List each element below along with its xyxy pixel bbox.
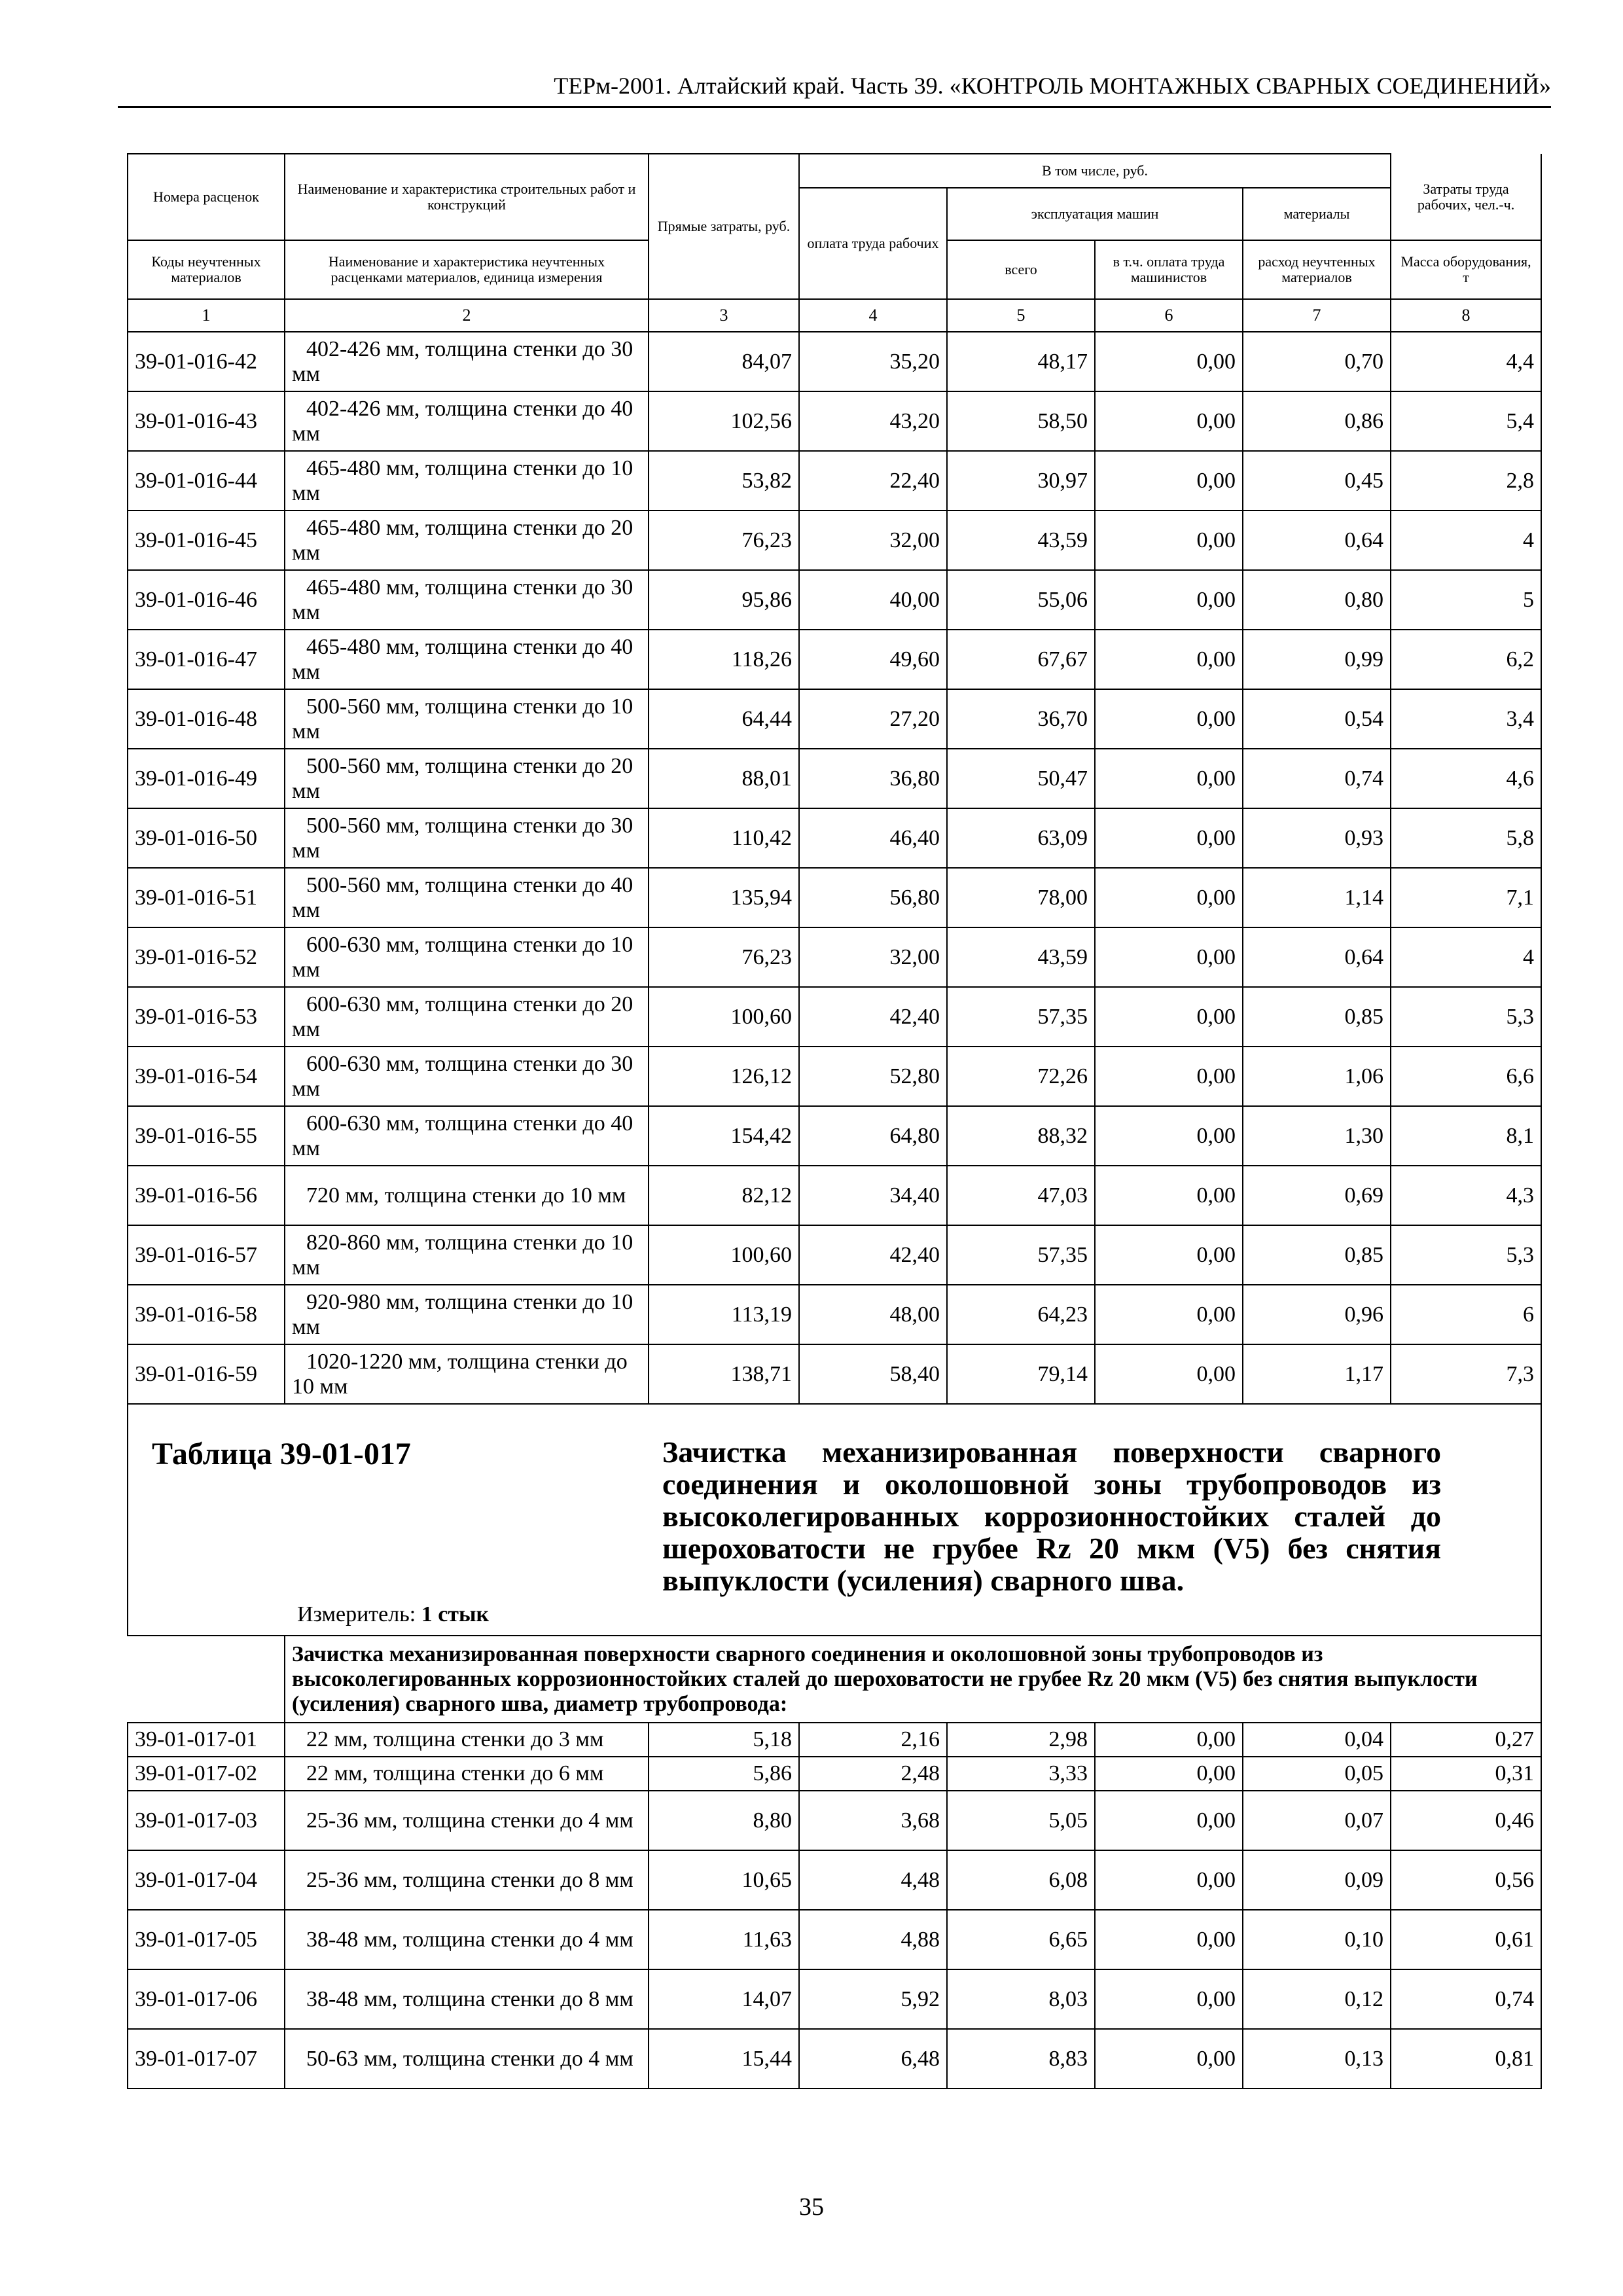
materials-cost-cell: 0,69 (1243, 1166, 1391, 1225)
work-name-cell (285, 1166, 649, 1225)
table-row (128, 451, 1541, 511)
labor-pay-cell: 56,80 (799, 868, 947, 927)
labor-pay-cell: 43,20 (799, 391, 947, 451)
operators-pay-cell: 0,00 (1095, 1344, 1243, 1404)
direct-costs-cell: 82,12 (649, 1166, 799, 1225)
section-table-017 (128, 1404, 1541, 1723)
rate-code-cell: 39-01-017-01 (128, 1723, 285, 1757)
header-equipment-mass: Масса оборудования, т (1391, 240, 1541, 299)
labor-hours-cell: 5 (1391, 570, 1541, 630)
section-number: Таблица 39-01-017 (152, 1437, 411, 1471)
machines-total-cell: 36,70 (947, 689, 1095, 749)
operators-pay-cell: 0,00 (1095, 808, 1243, 868)
table-row (128, 808, 1541, 868)
rate-code-cell: 39-01-017-02 (128, 1757, 285, 1791)
machines-total-cell: 3,33 (947, 1757, 1095, 1791)
labor-hours-cell: 0,81 (1391, 2029, 1541, 2089)
labor-hours-cell: 0,74 (1391, 1969, 1541, 2029)
work-name-text: 38-48 мм, толщина стенки до 4 мм (306, 1927, 633, 1952)
direct-costs-cell: 118,26 (649, 630, 799, 689)
header-including-group: В том числе, руб. (799, 154, 1391, 188)
direct-costs-cell: 10,65 (649, 1850, 799, 1910)
work-name-text: 720 мм, толщина стенки до 10 мм (306, 1183, 626, 1208)
rows-table-016 (128, 332, 1541, 1404)
operators-pay-cell: 0,00 (1095, 1791, 1243, 1850)
materials-cost-cell: 0,05 (1243, 1757, 1391, 1791)
labor-pay-cell: 48,00 (799, 1285, 947, 1344)
direct-costs-cell: 154,42 (649, 1106, 799, 1166)
unit-value: 1 стык (421, 1602, 490, 1626)
labor-pay-cell: 40,00 (799, 570, 947, 630)
labor-pay-cell: 35,20 (799, 332, 947, 391)
machines-total-cell: 67,67 (947, 630, 1095, 689)
work-name-text: 22 мм, толщина стенки до 6 мм (306, 1761, 604, 1785)
machines-total-cell: 48,17 (947, 332, 1095, 391)
operators-pay-cell: 0,00 (1095, 1757, 1243, 1791)
labor-hours-cell: 5,3 (1391, 987, 1541, 1047)
materials-cost-cell: 0,96 (1243, 1285, 1391, 1344)
direct-costs-cell: 100,60 (649, 1225, 799, 1285)
group-title: Зачистка механизированная поверхности сварного соединения и околошовной зоны трубопроводов из высоколегированных коррозионностойких сталей до шероховатости не грубее Rz 20 мкм (V5) без снятия выпуклости (усиления) сварного шва, диаметр трубопровода: (285, 1636, 1541, 1723)
work-name-cell (285, 1791, 649, 1850)
materials-cost-cell: 0,93 (1243, 808, 1391, 868)
work-name-text: 920-980 мм, толщина стенки до 10 мм (292, 1289, 633, 1339)
header-rate-numbers: Номера расценок (128, 154, 285, 240)
rate-code-cell: 39-01-016-50 (128, 808, 285, 868)
rate-code-cell: 39-01-016-58 (128, 1285, 285, 1344)
table-row (128, 511, 1541, 570)
table-row (128, 1047, 1541, 1106)
direct-costs-cell: 15,44 (649, 2029, 799, 2089)
labor-hours-cell: 6 (1391, 1285, 1541, 1344)
table-row (128, 1166, 1541, 1225)
materials-cost-cell: 1,14 (1243, 868, 1391, 927)
materials-cost-cell: 0,07 (1243, 1791, 1391, 1850)
work-name-cell (285, 1106, 649, 1166)
operators-pay-cell: 0,00 (1095, 749, 1243, 808)
section-title: Зачистка механизированная поверхности сварного соединения и околошовной зоны трубопроводов из высоколегированных коррозионностойких сталей до шероховатости не грубее Rz 20 мкм (V5) без снятия выпуклости (усиления) сварного шва. (662, 1435, 1441, 1597)
work-name-text: 500-560 мм, толщина стенки до 20 мм (292, 753, 633, 803)
table-row (128, 630, 1541, 689)
table-row (128, 1723, 1541, 1757)
header-rule (118, 106, 1551, 108)
materials-cost-cell: 0,10 (1243, 1910, 1391, 1969)
labor-hours-cell: 7,3 (1391, 1344, 1541, 1404)
work-name-text: 500-560 мм, толщина стенки до 30 мм (292, 813, 633, 863)
rate-code-cell: 39-01-017-03 (128, 1791, 285, 1850)
machines-total-cell: 6,08 (947, 1850, 1095, 1910)
rate-code-cell: 39-01-016-54 (128, 1047, 285, 1106)
work-name-cell (285, 1285, 649, 1344)
direct-costs-cell: 64,44 (649, 689, 799, 749)
table-row (128, 1106, 1541, 1166)
machines-total-cell: 57,35 (947, 1225, 1095, 1285)
operators-pay-cell: 0,00 (1095, 1106, 1243, 1166)
work-name-text: 600-630 мм, толщина стенки до 20 мм (292, 992, 633, 1041)
header-material-codes: Коды неучтенных материалов (128, 240, 285, 299)
operators-pay-cell: 0,00 (1095, 1850, 1243, 1910)
work-name-cell (285, 987, 649, 1047)
machines-total-cell: 6,65 (947, 1910, 1095, 1969)
labor-pay-cell: 2,16 (799, 1723, 947, 1757)
labor-pay-cell: 3,68 (799, 1791, 947, 1850)
labor-pay-cell: 42,40 (799, 987, 947, 1047)
work-name-text: 820-860 мм, толщина стенки до 10 мм (292, 1230, 633, 1280)
direct-costs-cell: 102,56 (649, 391, 799, 451)
labor-pay-cell: 27,20 (799, 689, 947, 749)
work-name-text: 600-630 мм, толщина стенки до 40 мм (292, 1111, 633, 1160)
rate-code-cell: 39-01-016-44 (128, 451, 285, 511)
operators-pay-cell: 0,00 (1095, 2029, 1243, 2089)
labor-hours-cell: 0,31 (1391, 1757, 1541, 1791)
labor-pay-cell: 46,40 (799, 808, 947, 868)
work-name-text: 402-426 мм, толщина стенки до 40 мм (292, 396, 633, 446)
column-number: 5 (947, 299, 1095, 332)
operators-pay-cell: 0,00 (1095, 332, 1243, 391)
operators-pay-cell: 0,00 (1095, 630, 1243, 689)
table-row (128, 2029, 1541, 2089)
work-name-cell (285, 1344, 649, 1404)
table-row (128, 332, 1541, 391)
operators-pay-cell: 0,00 (1095, 1166, 1243, 1225)
direct-costs-cell: 95,86 (649, 570, 799, 630)
labor-hours-cell: 5,3 (1391, 1225, 1541, 1285)
machines-total-cell: 30,97 (947, 451, 1095, 511)
work-name-cell (285, 570, 649, 630)
work-name-cell (285, 1910, 649, 1969)
labor-pay-cell: 64,80 (799, 1106, 947, 1166)
table-row (128, 1757, 1541, 1791)
work-name-text: 402-426 мм, толщина стенки до 30 мм (292, 336, 633, 386)
work-name-cell (285, 630, 649, 689)
work-name-text: 38-48 мм, толщина стенки до 8 мм (306, 1986, 633, 2011)
rate-code-cell: 39-01-016-51 (128, 868, 285, 927)
work-name-cell (285, 332, 649, 391)
direct-costs-cell: 110,42 (649, 808, 799, 868)
direct-costs-cell: 5,18 (649, 1723, 799, 1757)
column-number: 1 (128, 299, 285, 332)
rate-code-cell: 39-01-016-56 (128, 1166, 285, 1225)
direct-costs-cell: 5,86 (649, 1757, 799, 1791)
operators-pay-cell: 0,00 (1095, 570, 1243, 630)
machines-total-cell: 58,50 (947, 391, 1095, 451)
header-material-name: Наименование и характеристика неучтенных расценками материалов, единица измерения (285, 240, 649, 299)
price-table (127, 153, 1542, 2089)
labor-pay-cell: 4,88 (799, 1910, 947, 1969)
labor-hours-cell: 6,6 (1391, 1047, 1541, 1106)
direct-costs-cell: 113,19 (649, 1285, 799, 1344)
labor-pay-cell: 22,40 (799, 451, 947, 511)
operators-pay-cell: 0,00 (1095, 451, 1243, 511)
labor-pay-cell: 2,48 (799, 1757, 947, 1791)
rate-code-cell: 39-01-016-59 (128, 1344, 285, 1404)
operators-pay-cell: 0,00 (1095, 987, 1243, 1047)
labor-hours-cell: 4,6 (1391, 749, 1541, 808)
table-row (128, 1850, 1541, 1910)
materials-cost-cell: 0,09 (1243, 1850, 1391, 1910)
work-name-text: 600-630 мм, толщина стенки до 10 мм (292, 932, 633, 982)
machines-total-cell: 47,03 (947, 1166, 1095, 1225)
rate-code-cell: 39-01-016-55 (128, 1106, 285, 1166)
materials-cost-cell: 0,54 (1243, 689, 1391, 749)
materials-cost-cell: 0,12 (1243, 1969, 1391, 2029)
column-number: 2 (285, 299, 649, 332)
machines-total-cell: 43,59 (947, 511, 1095, 570)
header-work-name: Наименование и характеристика строительных работ и конструкций (285, 154, 649, 240)
table-row (128, 868, 1541, 927)
header-direct-costs: Прямые затраты, руб. (649, 154, 799, 299)
machines-total-cell: 2,98 (947, 1723, 1095, 1757)
machines-total-cell: 78,00 (947, 868, 1095, 927)
machines-total-cell: 64,23 (947, 1285, 1095, 1344)
header-machines-group: эксплуатация машин (947, 188, 1243, 240)
labor-hours-cell: 8,1 (1391, 1106, 1541, 1166)
header-labor-pay: оплата труда рабочих (799, 188, 947, 299)
header-operators-pay: в т.ч. оплата труда машинистов (1095, 240, 1243, 299)
rate-code-cell: 39-01-016-53 (128, 987, 285, 1047)
column-number: 4 (799, 299, 947, 332)
direct-costs-cell: 88,01 (649, 749, 799, 808)
direct-costs-cell: 126,12 (649, 1047, 799, 1106)
rate-code-cell: 39-01-016-45 (128, 511, 285, 570)
table-row (128, 1791, 1541, 1850)
materials-cost-cell: 0,04 (1243, 1723, 1391, 1757)
work-name-cell (285, 1850, 649, 1910)
materials-cost-cell: 0,45 (1243, 451, 1391, 511)
direct-costs-cell: 84,07 (649, 332, 799, 391)
labor-pay-cell: 6,48 (799, 2029, 947, 2089)
work-name-cell (285, 808, 649, 868)
work-name-text: 1020-1220 мм, толщина стенки до 10 мм (292, 1349, 628, 1399)
labor-pay-cell: 34,40 (799, 1166, 947, 1225)
rate-code-cell: 39-01-016-42 (128, 332, 285, 391)
section-unit (297, 1602, 489, 1627)
rate-code-cell: 39-01-016-43 (128, 391, 285, 451)
rate-code-cell: 39-01-016-49 (128, 749, 285, 808)
direct-costs-cell: 8,80 (649, 1791, 799, 1850)
header-labor-hours: Затраты труда рабочих, чел.-ч. (1391, 154, 1541, 240)
materials-cost-cell: 0,85 (1243, 1225, 1391, 1285)
machines-total-cell: 5,05 (947, 1791, 1095, 1850)
labor-hours-cell: 0,56 (1391, 1850, 1541, 1910)
work-name-text: 25-36 мм, толщина стенки до 8 мм (306, 1867, 633, 1892)
table-row (128, 1910, 1541, 1969)
work-name-text: 25-36 мм, толщина стенки до 4 мм (306, 1808, 633, 1833)
work-name-cell (285, 1757, 649, 1791)
materials-cost-cell: 0,64 (1243, 511, 1391, 570)
materials-cost-cell: 1,17 (1243, 1344, 1391, 1404)
unit-label: Измеритель: (297, 1602, 416, 1626)
labor-hours-cell: 0,27 (1391, 1723, 1541, 1757)
labor-hours-cell: 0,61 (1391, 1910, 1541, 1969)
labor-hours-cell: 5,8 (1391, 808, 1541, 868)
work-name-cell (285, 689, 649, 749)
labor-pay-cell: 36,80 (799, 749, 947, 808)
labor-hours-cell: 3,4 (1391, 689, 1541, 749)
work-name-cell (285, 927, 649, 987)
machines-total-cell: 50,47 (947, 749, 1095, 808)
rate-code-cell: 39-01-017-04 (128, 1850, 285, 1910)
operators-pay-cell: 0,00 (1095, 1225, 1243, 1285)
table-header (128, 154, 1541, 332)
work-name-cell (285, 1723, 649, 1757)
labor-pay-cell: 58,40 (799, 1344, 947, 1404)
header-machines-total: всего (947, 240, 1095, 299)
operators-pay-cell: 0,00 (1095, 868, 1243, 927)
labor-hours-cell: 4 (1391, 927, 1541, 987)
column-number: 3 (649, 299, 799, 332)
rate-code-cell: 39-01-016-57 (128, 1225, 285, 1285)
work-name-cell (285, 749, 649, 808)
machines-total-cell: 88,32 (947, 1106, 1095, 1166)
running-head: ТЕРм-2001. Алтайский край. Часть 39. «КОНТРОЛЬ МОНТАЖНЫХ СВАРНЫХ СОЕДИНЕНИЙ» (554, 73, 1551, 99)
materials-cost-cell: 0,64 (1243, 927, 1391, 987)
machines-total-cell: 43,59 (947, 927, 1095, 987)
work-name-text: 500-560 мм, толщина стенки до 40 мм (292, 872, 633, 922)
labor-hours-cell: 4 (1391, 511, 1541, 570)
machines-total-cell: 79,14 (947, 1344, 1095, 1404)
work-name-text: 465-480 мм, толщина стенки до 20 мм (292, 515, 633, 565)
materials-cost-cell: 0,70 (1243, 332, 1391, 391)
rate-code-cell: 39-01-016-52 (128, 927, 285, 987)
machines-total-cell: 72,26 (947, 1047, 1095, 1106)
direct-costs-cell: 11,63 (649, 1910, 799, 1969)
labor-pay-cell: 4,48 (799, 1850, 947, 1910)
materials-cost-cell: 0,74 (1243, 749, 1391, 808)
machines-total-cell: 55,06 (947, 570, 1095, 630)
labor-hours-cell: 4,3 (1391, 1166, 1541, 1225)
direct-costs-cell: 100,60 (649, 987, 799, 1047)
operators-pay-cell: 0,00 (1095, 1969, 1243, 2029)
rows-table-017 (128, 1723, 1541, 2089)
machines-total-cell: 8,03 (947, 1969, 1095, 2029)
table-row (128, 749, 1541, 808)
section-heading (128, 1404, 1541, 1636)
direct-costs-cell: 76,23 (649, 511, 799, 570)
labor-hours-cell: 6,2 (1391, 630, 1541, 689)
header-materials-consumption: расход неучтенных материалов (1243, 240, 1391, 299)
direct-costs-cell: 76,23 (649, 927, 799, 987)
labor-hours-cell: 2,8 (1391, 451, 1541, 511)
work-name-text: 22 мм, толщина стенки до 3 мм (306, 1727, 604, 1751)
machines-total-cell: 57,35 (947, 987, 1095, 1047)
table-row (128, 1285, 1541, 1344)
work-name-cell (285, 868, 649, 927)
rate-code-cell: 39-01-017-07 (128, 2029, 285, 2089)
labor-hours-cell: 4,4 (1391, 332, 1541, 391)
table-row (128, 391, 1541, 451)
direct-costs-cell: 138,71 (649, 1344, 799, 1404)
direct-costs-cell: 14,07 (649, 1969, 799, 2029)
page-number: 35 (799, 2193, 824, 2221)
operators-pay-cell: 0,00 (1095, 1910, 1243, 1969)
work-name-cell (285, 451, 649, 511)
labor-pay-cell: 32,00 (799, 927, 947, 987)
operators-pay-cell: 0,00 (1095, 689, 1243, 749)
table-row (128, 987, 1541, 1047)
work-name-text: 465-480 мм, толщина стенки до 10 мм (292, 456, 633, 505)
work-name-text: 50-63 мм, толщина стенки до 4 мм (306, 2046, 633, 2071)
work-name-text: 500-560 мм, толщина стенки до 10 мм (292, 694, 633, 744)
work-name-cell (285, 391, 649, 451)
materials-cost-cell: 0,99 (1243, 630, 1391, 689)
operators-pay-cell: 0,00 (1095, 391, 1243, 451)
column-number: 8 (1391, 299, 1541, 332)
table-row (128, 1225, 1541, 1285)
operators-pay-cell: 0,00 (1095, 1723, 1243, 1757)
table-row (128, 570, 1541, 630)
materials-cost-cell: 0,80 (1243, 570, 1391, 630)
table-row (128, 1344, 1541, 1404)
operators-pay-cell: 0,00 (1095, 1285, 1243, 1344)
materials-cost-cell: 1,30 (1243, 1106, 1391, 1166)
machines-total-cell: 8,83 (947, 2029, 1095, 2089)
direct-costs-cell: 53,82 (649, 451, 799, 511)
materials-cost-cell: 0,86 (1243, 391, 1391, 451)
labor-pay-cell: 52,80 (799, 1047, 947, 1106)
operators-pay-cell: 0,00 (1095, 511, 1243, 570)
table-row (128, 927, 1541, 987)
group-spacer (128, 1636, 285, 1723)
work-name-text: 600-630 мм, толщина стенки до 30 мм (292, 1051, 633, 1101)
labor-pay-cell: 42,40 (799, 1225, 947, 1285)
work-name-cell (285, 2029, 649, 2089)
labor-hours-cell: 5,4 (1391, 391, 1541, 451)
rate-code-cell: 39-01-016-48 (128, 689, 285, 749)
direct-costs-cell: 135,94 (649, 868, 799, 927)
rate-code-cell: 39-01-016-47 (128, 630, 285, 689)
column-number: 6 (1095, 299, 1243, 332)
work-name-cell (285, 511, 649, 570)
machines-total-cell: 63,09 (947, 808, 1095, 868)
labor-pay-cell: 49,60 (799, 630, 947, 689)
table-row (128, 689, 1541, 749)
work-name-cell (285, 1969, 649, 2029)
labor-hours-cell: 0,46 (1391, 1791, 1541, 1850)
work-name-cell (285, 1225, 649, 1285)
materials-cost-cell: 0,13 (1243, 2029, 1391, 2089)
work-name-text: 465-480 мм, толщина стенки до 30 мм (292, 575, 633, 624)
work-name-text: 465-480 мм, толщина стенки до 40 мм (292, 634, 633, 684)
column-number: 7 (1243, 299, 1391, 332)
labor-hours-cell: 7,1 (1391, 868, 1541, 927)
materials-cost-cell: 0,85 (1243, 987, 1391, 1047)
table-row (128, 1969, 1541, 2029)
materials-cost-cell: 1,06 (1243, 1047, 1391, 1106)
rate-code-cell: 39-01-016-46 (128, 570, 285, 630)
work-name-cell (285, 1047, 649, 1106)
labor-pay-cell: 32,00 (799, 511, 947, 570)
operators-pay-cell: 0,00 (1095, 1047, 1243, 1106)
rate-code-cell: 39-01-017-05 (128, 1910, 285, 1969)
rate-code-cell: 39-01-017-06 (128, 1969, 285, 2029)
operators-pay-cell: 0,00 (1095, 927, 1243, 987)
header-materials-group: материалы (1243, 188, 1391, 240)
labor-pay-cell: 5,92 (799, 1969, 947, 2029)
